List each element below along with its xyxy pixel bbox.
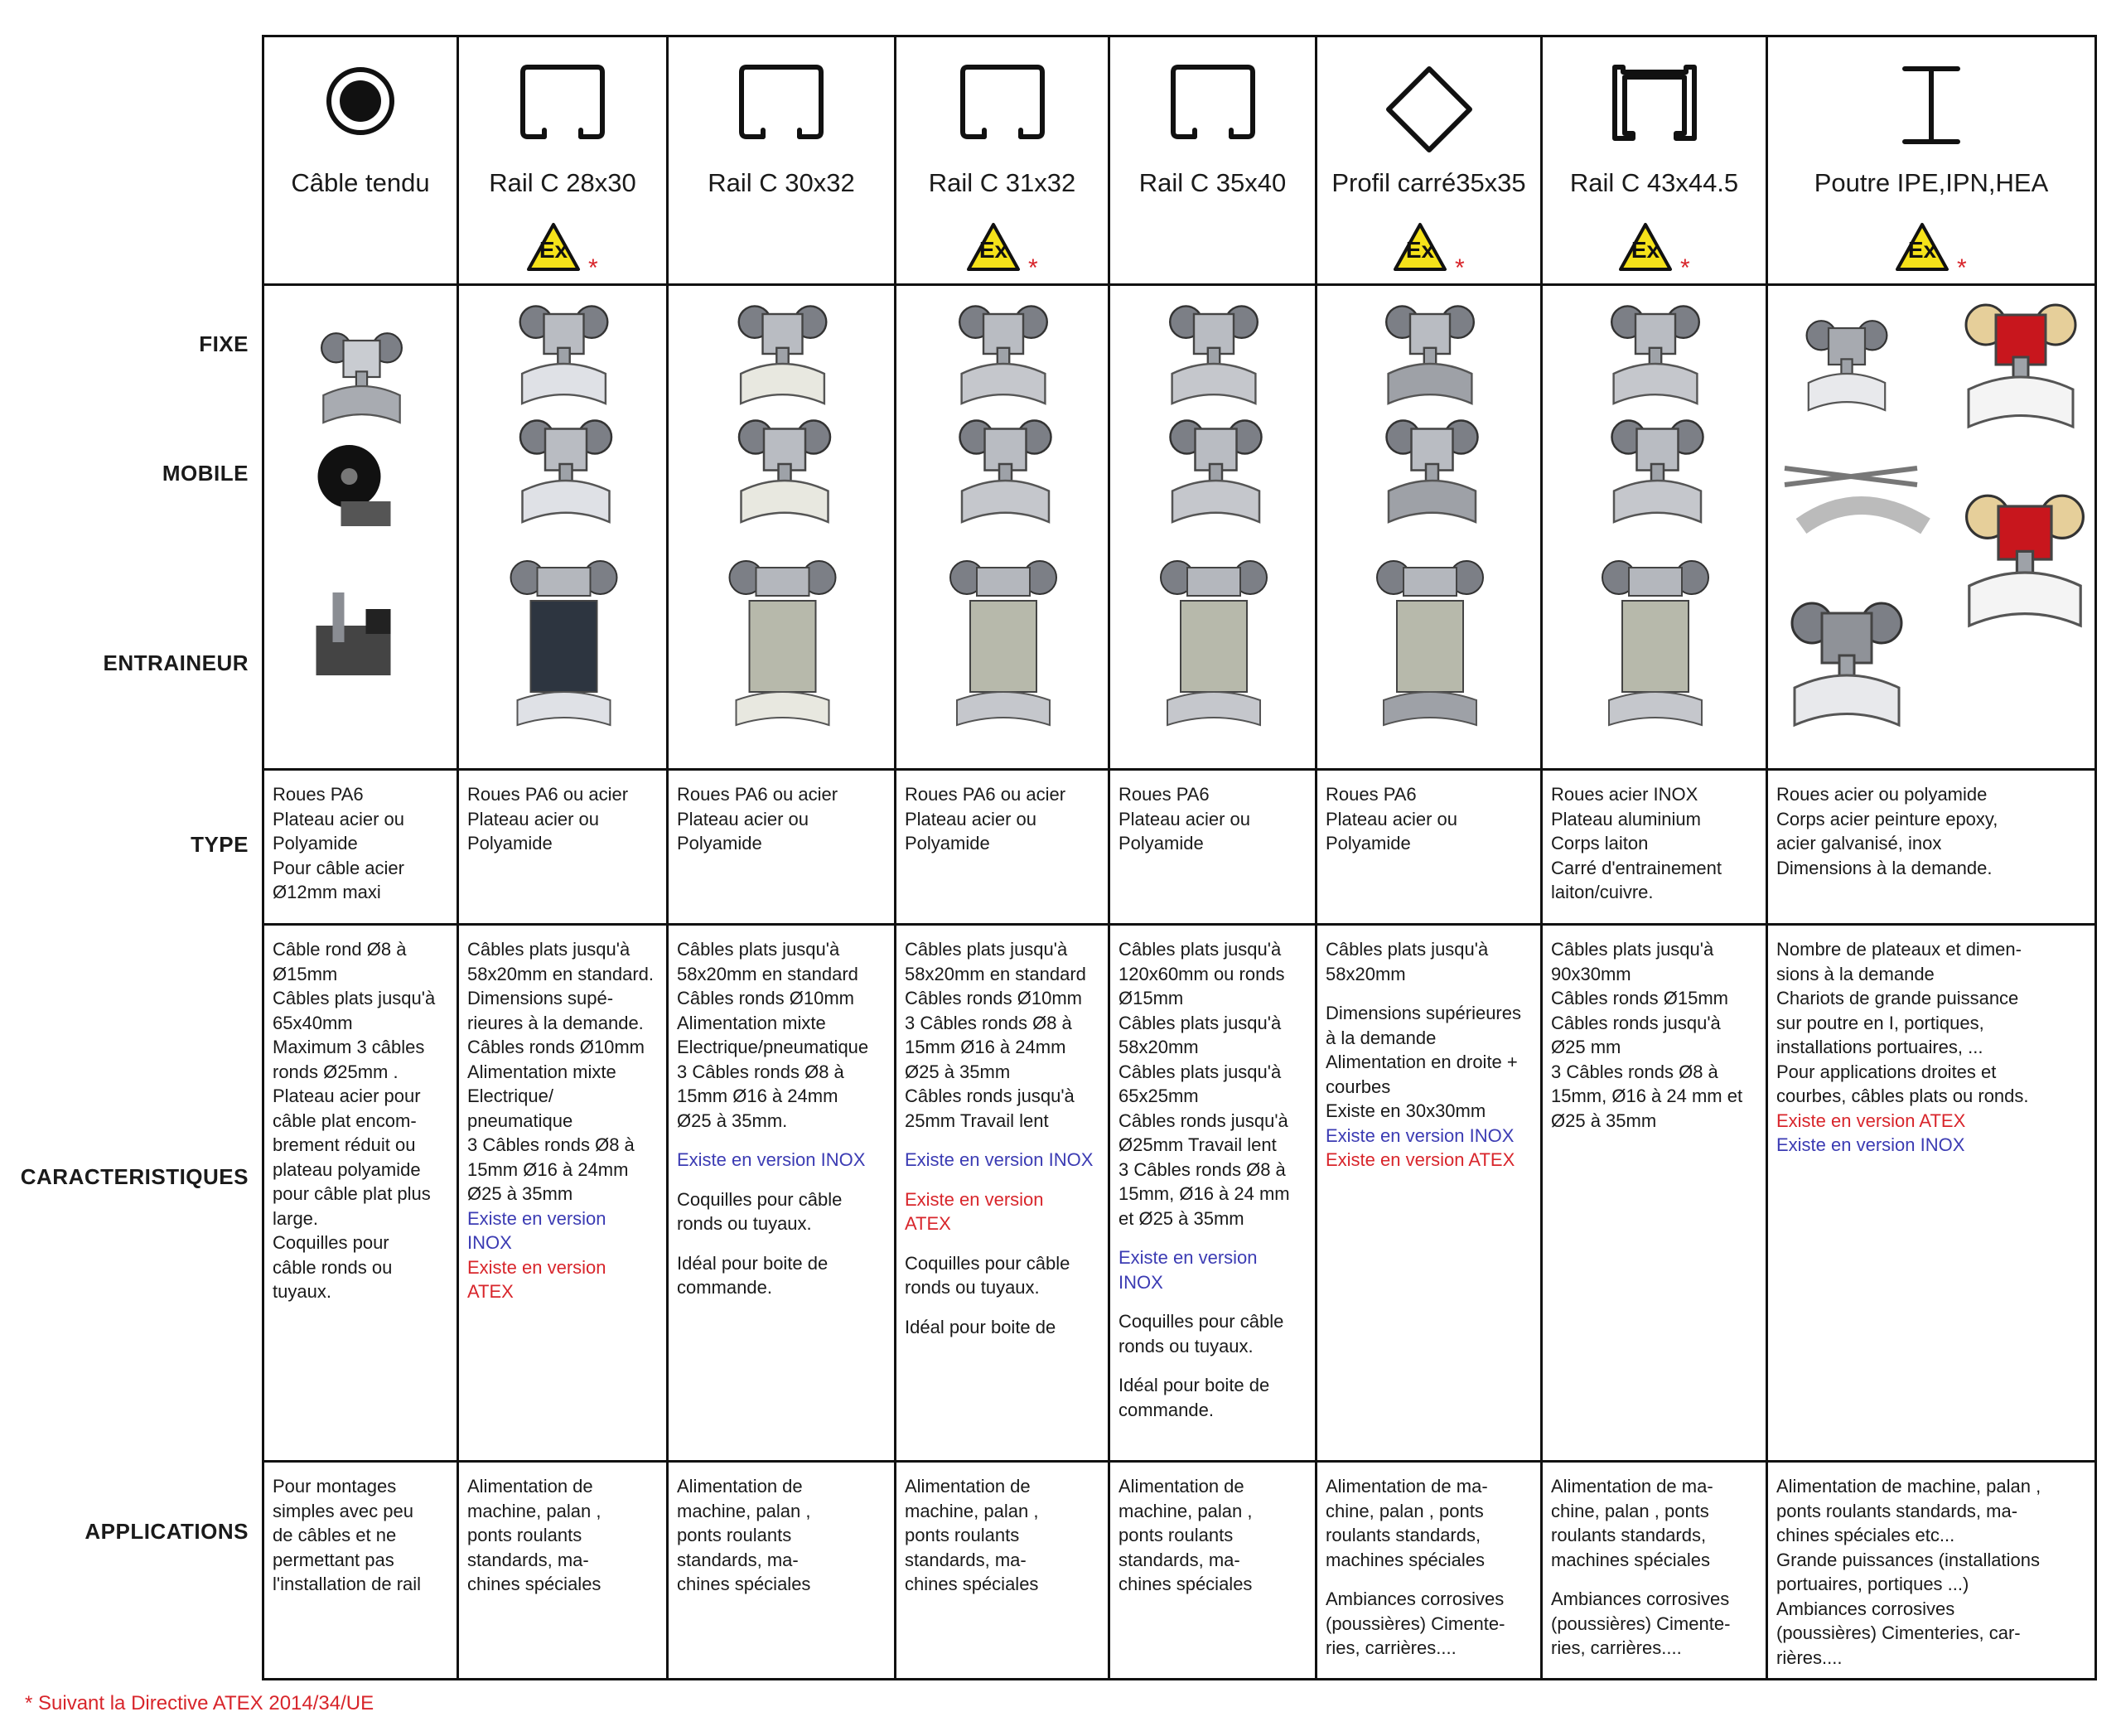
header-row <box>263 36 2096 285</box>
applications-text: Alimentation de machine, palan , ponts roulants standards, ma- chines spéciales etc... Grande puissances (installations portuaires, portiques ...) Ambiances corrosives (poussières) Cimenteries, car- rières.... <box>1776 1476 2041 1668</box>
profile-header <box>1543 37 1766 283</box>
profile-header <box>1768 37 2094 283</box>
profile-name: Poutre IPE,IPN,HEA <box>1814 168 2049 197</box>
photos-cell <box>1109 285 1317 770</box>
applications-text: Alimentation de ma- chine, palan , ponts roulants standards, machines spéciales <box>1551 1476 1713 1570</box>
type-cell <box>458 770 668 925</box>
product-images <box>669 286 894 768</box>
photos-cell <box>668 285 896 770</box>
profile-header <box>1110 37 1315 283</box>
rail-c-big-icon <box>1611 64 1698 147</box>
photos-cell <box>1542 285 1767 770</box>
type-cell <box>1542 770 1767 925</box>
profile-name: Câble tendu <box>291 168 430 197</box>
row-label-caracteristiques: CARACTERISTIQUES <box>20 1164 249 1189</box>
type-cell <box>263 770 458 925</box>
applications-cell <box>263 1462 458 1680</box>
atex-badge-text: Ex <box>539 237 568 263</box>
applications-row <box>263 1462 2096 1680</box>
atex-badge-text: Ex <box>1907 237 1937 263</box>
type-text: Roues acier INOX Plateau aluminium Corps laiton Carré d'entrainement laiton/cuivre. <box>1551 784 1722 902</box>
caracteristiques-text: Idéal pour boite de <box>905 1316 1056 1337</box>
profile-name: Rail C 30x32 <box>708 168 855 197</box>
atex-ex-icon <box>1894 221 1969 285</box>
atex-ex-icon <box>965 221 1040 285</box>
type-text: Roues PA6 ou acier Plateau acier ou Polyamide <box>677 784 838 853</box>
caracteristiques-cell <box>1542 925 1767 1462</box>
row-label-fixe: FIXE <box>199 331 249 356</box>
profile-header <box>459 37 666 283</box>
type-text: Roues PA6 Plateau acier ou Polyamide Pour câble acier Ø12mm maxi <box>273 784 404 902</box>
inox-note: Existe en version INOX <box>677 1149 866 1170</box>
type-cell <box>896 770 1109 925</box>
profile-header <box>1317 37 1540 283</box>
caracteristiques-cell <box>896 925 1109 1462</box>
product-photos <box>264 286 458 770</box>
caracteristiques-cell <box>263 925 458 1462</box>
caracteristiques-text: Câble rond Ø8 à Ø15mm Câbles plats jusqu'à 65x40mm Maximum 3 câbles ronds Ø25mm . Plateau acier pour câble plat encom- brement réduit ou plateau polyamide pour câble plat plus large. Coquilles pour câble ronds ou tuyaux. <box>273 939 436 1302</box>
i-beam-icon <box>1898 64 1964 151</box>
diamond-icon <box>1384 64 1475 159</box>
product-photos <box>1110 286 1317 770</box>
profile-name: Rail C 43x44.5 <box>1569 168 1739 197</box>
header-cell <box>1767 36 2096 285</box>
applications-cell <box>1317 1462 1542 1680</box>
product-photos <box>459 286 668 770</box>
caracteristiques-text: Câbles plats jusqu'à 58x20mm <box>1326 939 1489 984</box>
caracteristiques-text: Câbles plats jusqu'à 58x20mm en standard Câbles ronds Ø10mm Alimentation mixte Electrique/pneumatique 3 Câbles ronds Ø8 à 15mm Ø16 à 24mm Ø25 à 35mm. <box>677 939 869 1131</box>
type-cell <box>1767 770 2096 925</box>
atex-ex-icon <box>1392 221 1466 285</box>
caracteristiques-cell <box>668 925 896 1462</box>
atex-footnote: * Suivant la Directive ATEX 2014/34/UE <box>25 1692 374 1714</box>
product-photos <box>896 286 1109 770</box>
atex-star: * <box>588 254 598 281</box>
caracteristiques-row <box>263 925 2096 1462</box>
profile-header <box>896 37 1108 283</box>
product-images <box>1110 286 1315 768</box>
applications-cell <box>458 1462 668 1680</box>
applications-cell <box>1542 1462 1767 1680</box>
applications-cell <box>1767 1462 2096 1680</box>
applications-text: Alimentation de machine, palan , ponts roulants standards, ma- chines spéciales <box>905 1476 1039 1594</box>
atex-badge-text: Ex <box>1631 237 1660 263</box>
product-images <box>896 286 1108 768</box>
photos-row <box>263 285 2096 770</box>
photos-cell <box>1317 285 1542 770</box>
applications-text: Alimentation de machine, palan , ponts roulants standards, ma- chines spéciales <box>467 1476 602 1594</box>
atex-note: Existe en version ATEX <box>1326 1149 1515 1170</box>
applications-cell <box>896 1462 1109 1680</box>
product-images <box>1768 286 2094 768</box>
caracteristiques-text: Dimensions supérieures à la demande Alimentation en droite + courbes Existe en 30x30mm <box>1326 1003 1521 1121</box>
profile-name: Rail C 31x32 <box>928 168 1076 197</box>
atex-star: * <box>1957 254 1967 281</box>
header-cell <box>263 36 458 285</box>
caracteristiques-cell <box>1767 925 2096 1462</box>
caracteristiques-cell <box>1109 925 1317 1462</box>
caracteristiques-text: Nombre de plateaux et dimen- sions à la demande Chariots de grande puissance sur poutre en I, portiques, installations portuaires, ... Pour applications droites et courbes, câbles plats ou ronds. <box>1776 939 2029 1106</box>
caracteristiques-text: Câbles plats jusqu'à 90x30mm Câbles ronds Ø15mm Câbles ronds jusqu'à Ø25 mm 3 Câbles ronds Ø8 à 15mm, Ø16 à 24 mm et Ø25 à 35mm <box>1551 939 1743 1131</box>
header-cell <box>668 36 896 285</box>
inox-note: Existe en version INOX <box>905 1149 1094 1170</box>
photos-cell <box>263 285 458 770</box>
profile-name: Rail C 28x30 <box>489 168 636 197</box>
type-cell <box>668 770 896 925</box>
photos-cell <box>896 285 1109 770</box>
inox-note: Existe en version INOX <box>1326 1124 1515 1146</box>
atex-star: * <box>1454 254 1465 281</box>
caracteristiques-text: Câbles plats jusqu'à 120x60mm ou ronds Ø15mm Câbles plats jusqu'à 58x20mm Câbles plats jusqu'à 65x25mm Câbles ronds jusqu'à Ø25mm Travail lent 3 Câbles ronds Ø8 à 15mm, Ø16 à 24 mm et Ø25 à 35mm <box>1118 939 1290 1229</box>
product-photos <box>669 286 896 770</box>
profile-header <box>669 37 894 283</box>
applications-cell <box>668 1462 896 1680</box>
applications-cell <box>1109 1462 1317 1680</box>
type-text: Roues PA6 ou acier Plateau acier ou Polyamide <box>905 784 1066 853</box>
header-cell <box>458 36 668 285</box>
type-text: Roues PA6 ou acier Plateau acier ou Polyamide <box>467 784 629 853</box>
product-photos <box>1768 286 2096 770</box>
applications-text: Alimentation de ma- chine, palan , ponts roulants standards, machines spéciales <box>1326 1476 1488 1570</box>
caracteristiques-text: Idéal pour boite de commande. <box>1118 1375 1270 1420</box>
photos-cell <box>458 285 668 770</box>
header-cell <box>896 36 1109 285</box>
applications-text: Ambiances corrosives (poussières) Cimente- ries, carrières.... <box>1551 1589 1731 1658</box>
row-labels <box>0 0 257 1736</box>
profile-header <box>264 37 457 283</box>
type-row <box>263 770 2096 925</box>
atex-star: * <box>1679 254 1690 281</box>
row-label-mobile: MOBILE <box>162 461 249 486</box>
rail-c-icon <box>1170 64 1256 144</box>
row-label-entraineur: ENTRAINEUR <box>103 650 249 675</box>
type-text: Roues PA6 Plateau acier ou Polyamide <box>1118 784 1250 853</box>
applications-text: Ambiances corrosives (poussières) Cimente- ries, carrières.... <box>1326 1589 1505 1658</box>
atex-badge-text: Ex <box>978 237 1007 263</box>
row-label-applications: APPLICATIONS <box>85 1519 249 1544</box>
rail-c-icon <box>738 64 824 144</box>
caracteristiques-text: Câbles plats jusqu'à 58x20mm en standard Câbles ronds Ø10mm 3 Câbles ronds Ø8 à 15mm Ø16 à 24mm Ø25 à 35mm Câbles ronds jusqu'à 25mm Travail lent <box>905 939 1086 1131</box>
header-cell <box>1109 36 1317 285</box>
atex-note: Existe en version ATEX <box>467 1256 606 1302</box>
caracteristiques-text: Coquilles pour câble ronds ou tuyaux. <box>1118 1311 1284 1356</box>
profile-name: Profil carré35x35 <box>1331 168 1526 197</box>
atex-note: Existe en version ATEX <box>1776 1110 1966 1131</box>
caracteristiques-text: Coquilles pour câble ronds ou tuyaux. <box>677 1188 843 1234</box>
type-cell <box>1109 770 1317 925</box>
product-images <box>1543 286 1766 768</box>
type-text: Roues PA6 Plateau acier ou Polyamide <box>1326 784 1457 853</box>
caracteristiques-cell <box>458 925 668 1462</box>
atex-ex-icon <box>1617 221 1692 285</box>
atex-badge-text: Ex <box>1405 237 1434 263</box>
rail-c-icon <box>959 64 1046 144</box>
inox-note: Existe en version INOX <box>1776 1134 1965 1155</box>
inox-note: Existe en version INOX <box>1118 1247 1258 1293</box>
caracteristiques-text: Idéal pour boite de commande. <box>677 1252 829 1298</box>
header-cell <box>1542 36 1767 285</box>
product-images <box>459 286 666 768</box>
caracteristiques-text: Câbles plats jusqu'à 58x20mm en standard. Dimensions supé- rieures à la demande. Câbles ronds Ø10mm Alimentation mixte Electrique/ pneumatique 3 Câbles ronds Ø8 à 15mm Ø16 à 24mm Ø25 à 35mm <box>467 939 655 1204</box>
header-cell <box>1317 36 1542 285</box>
row-label-type: TYPE <box>191 832 249 857</box>
caracteristiques-cell <box>1317 925 1542 1462</box>
cable-icon <box>323 64 398 143</box>
catalog-table <box>262 35 2097 1680</box>
applications-text: Alimentation de machine, palan , ponts roulants standards, ma- chines spéciales <box>1118 1476 1253 1594</box>
atex-ex-icon <box>525 221 600 285</box>
type-cell <box>1317 770 1542 925</box>
product-photos <box>1543 286 1767 770</box>
product-images <box>264 286 457 768</box>
type-text: Roues acier ou polyamide Corps acier peinture epoxy, acier galvanisé, inox Dimensions à la demande. <box>1776 784 1998 878</box>
inox-note: Existe en version INOX <box>467 1207 606 1253</box>
atex-note: Existe en version ATEX <box>905 1188 1044 1234</box>
applications-text: Alimentation de machine, palan , ponts roulants standards, ma- chines spéciales <box>677 1476 811 1594</box>
product-photos <box>1317 286 1542 770</box>
profile-name: Rail C 35x40 <box>1138 168 1287 197</box>
product-images <box>1317 286 1540 768</box>
caracteristiques-text: Coquilles pour câble ronds ou tuyaux. <box>905 1252 1070 1298</box>
rail-c-icon <box>519 64 606 144</box>
atex-star: * <box>1027 254 1038 281</box>
applications-text: Pour montages simples avec peu de câbles et ne permettant pas l'installation de rail <box>273 1476 422 1594</box>
photos-cell <box>1767 285 2096 770</box>
